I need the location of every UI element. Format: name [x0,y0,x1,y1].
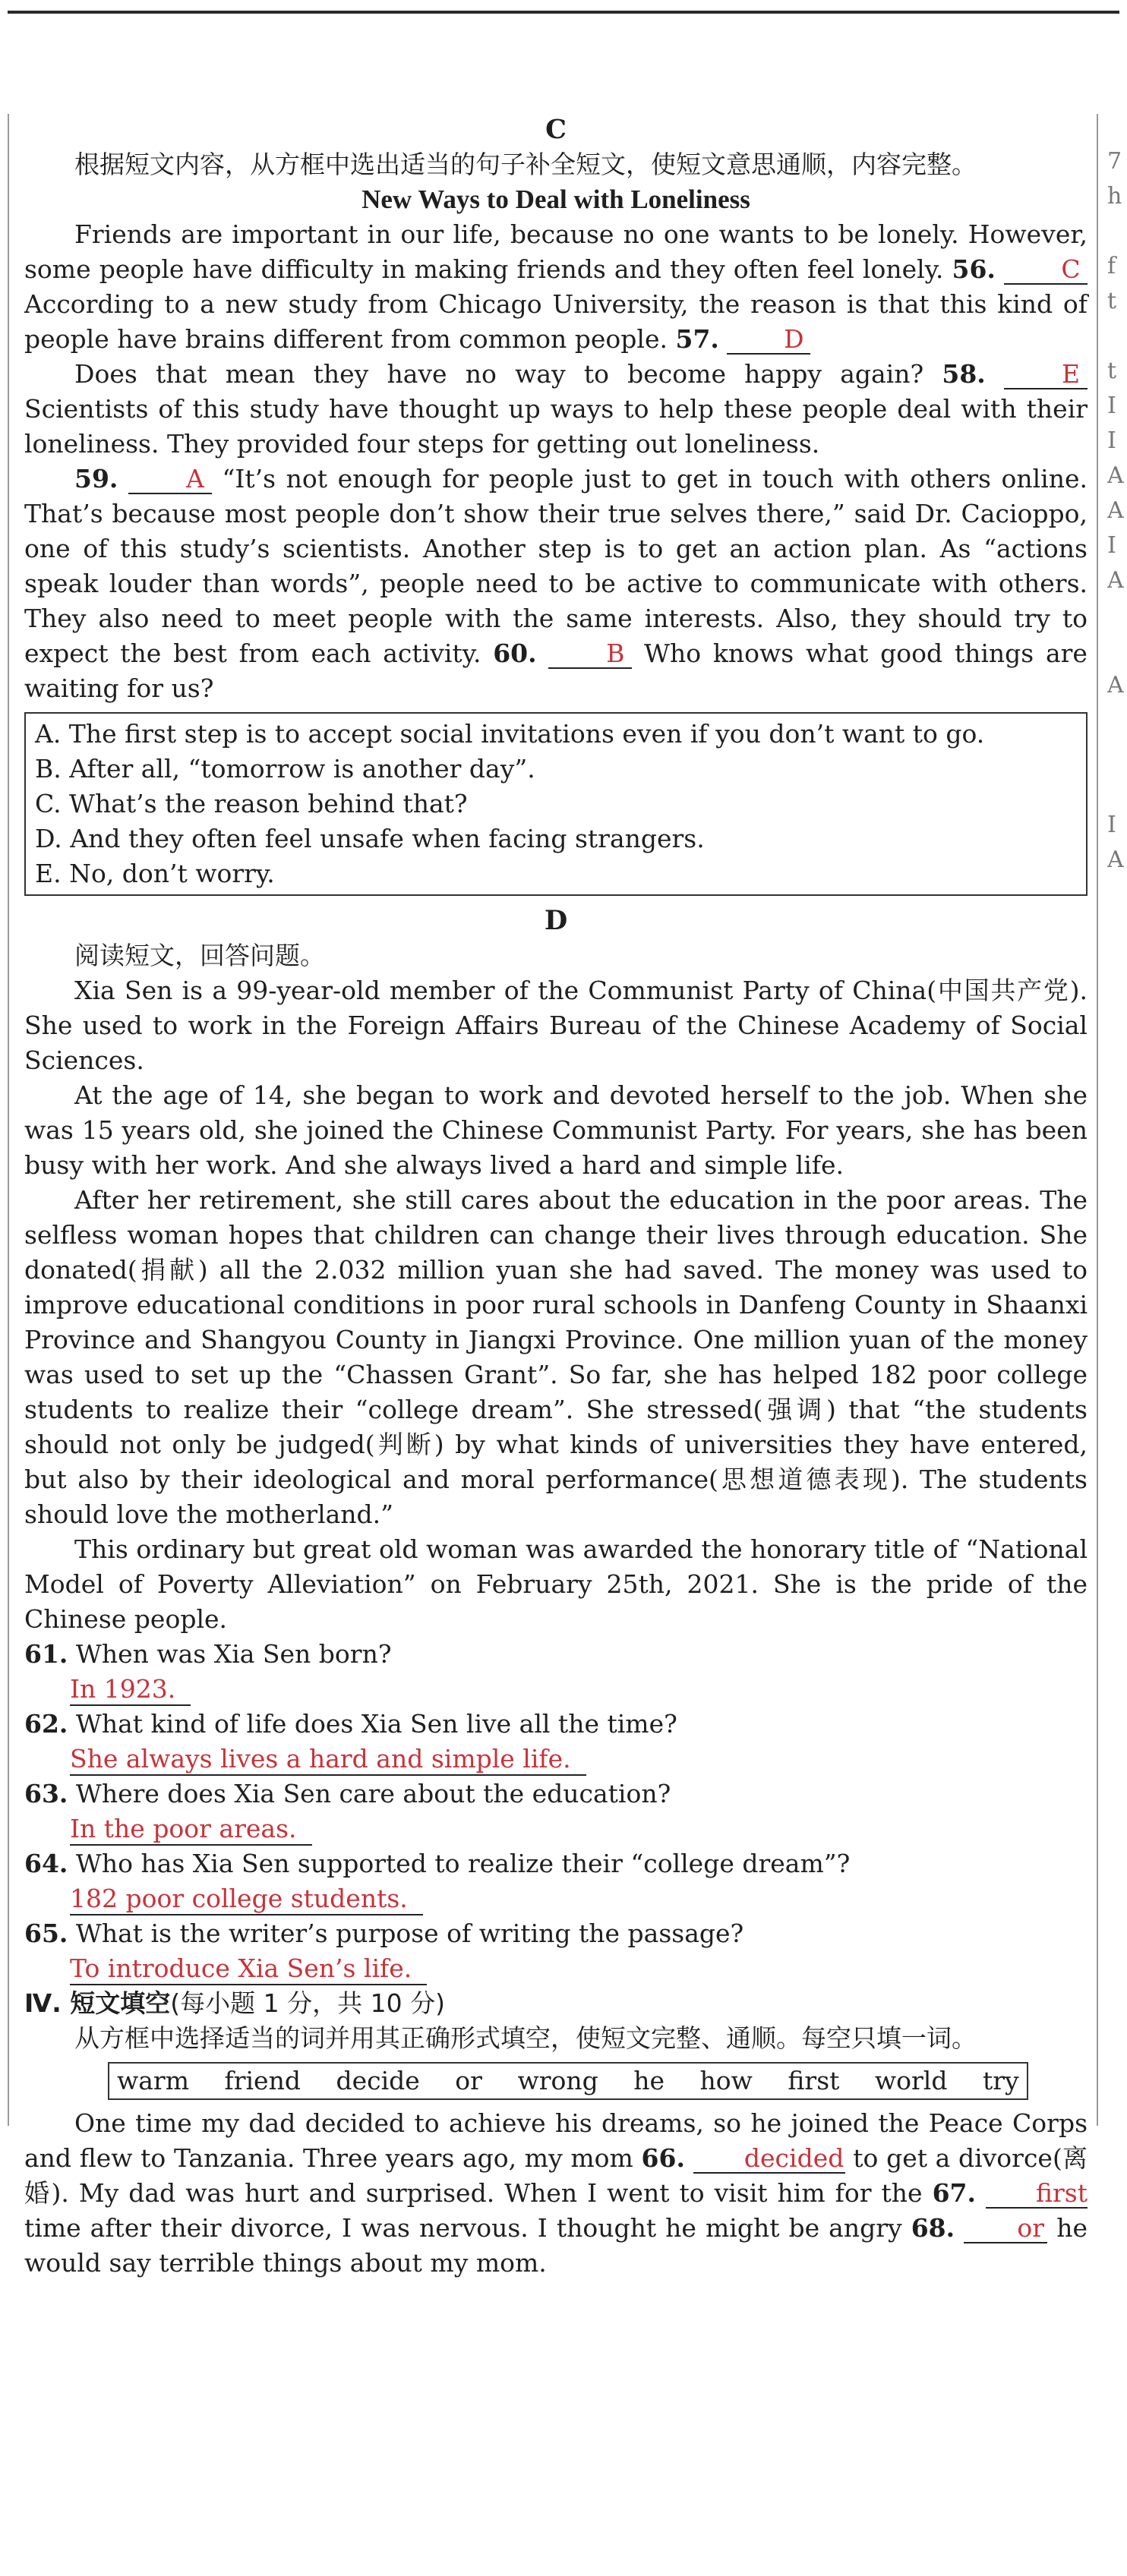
question-62: 62. What kind of life does Xia Sen live all the time? She always lives a hard and simple life. [24,1707,1088,1777]
section-c-letter: C [545,114,567,145]
passage-d-paragraph-1: Xia Sen is a 99-year-old member of the Communist Party of China(中国共产党). She used to work in the Foreign Affairs Bureau of the Chinese Academy of Social Sciences. [24,976,1088,1075]
word-bank-item: how [699,2066,753,2095]
passage-title: New Ways to Deal with Loneliness [361,184,750,214]
question-61: 61. When was Xia Sen born? In 1923. [24,1637,1088,1707]
worksheet-page [24,112,1088,2281]
option-d: D. And they often feel unsafe when facing strangers. [35,824,705,853]
top-rule [8,11,1119,14]
option-e: E. No, don’t worry. [35,859,275,888]
word-bank-item: friend [224,2066,301,2095]
passage-c-paragraph-3: 59. A “It’s not enough for people just to get in touch with others online. That’s because most people don’t show their true selves there,” said Dr. Cacioppo, one of this study’s scientists. Another step is to get an action plan. As “actions speak louder than words”, people need to be active to communicate with others. They also need to meet people with the same interests. Also, they should try to expect the best from each activity. 60. B Who knows what good things are waiting for us? [24,464,1088,703]
word-bank-item: decide [336,2066,420,2095]
answer-60: B [548,640,632,669]
answer-66: decided [693,2145,845,2174]
answer-59: A [128,465,212,494]
answer-57: D [727,326,810,355]
option-b: B. After all, “tomorrow is another day”. [35,754,535,784]
question-64: 64. Who has Xia Sen supported to realize their “college dream”? 182 poor college students. [24,1846,1088,1916]
passage-d-paragraph-4: This ordinary but great old woman was awarded the honorary title of “National Model of Poverty Alleviation” on February 25th, 2021. She is the pride of the Chinese people. [24,1534,1088,1634]
word-bank-item: try [982,2066,1019,2095]
options-box [24,712,1088,896]
answer-63: In the poor areas. [70,1814,312,1846]
option-a: A. The first step is to accept social invitations even if you don’t want to go. [35,719,985,749]
left-column-rule [8,114,9,2126]
word-bank-box [108,2062,1028,2100]
question-65: 65. What is the writer’s purpose of writing the passage? To introduce Xia Sen’s life. [24,1916,1088,1986]
answer-68: or [964,2215,1047,2243]
word-bank-item: he [633,2066,665,2095]
passage-c-paragraph-1: Friends are important in our life, because no one wants to be lonely. However, some people have difficulty in making friends and they often feel lonely. 56. C According to a new study from Chicago University, the reason is that this kind of people have brains different from common people. 57. D [24,219,1088,354]
question-63: 63. Where does Xia Sen care about the education? In the poor areas. [24,1777,1088,1846]
answer-56: C [1004,256,1088,285]
right-column-rule [1097,114,1098,2126]
section-d-letter: D [544,905,568,936]
section-d-instruction: 阅读短文，回答问题。 [74,941,325,970]
cloze-passage: One time my dad decided to achieve his dreams, so he joined the Peace Corps and flew to Tanzania. Three years ago, my mom 66. decided to get a divorce(离婚). My dad was hurt and surprised. When I went to visit him for the 67. first time after their divorce, I was nervous. I thought he might be angry 68. or he would say terrible things about my mom. [24,2108,1088,2278]
word-bank-item: world [874,2066,948,2095]
word-bank-item: warm [117,2066,189,2095]
section-iv-heading: Ⅳ. 短文填空(每小题 1 分，共 10 分) [24,1988,445,2018]
answer-65: To introduce Xia Sen’s life. [70,1953,427,1985]
passage-d-paragraph-3: After her retirement, she still cares about the education in the poor areas. The selfless woman hopes that children can change their lives through education. She donated(捐献) all the 2.032 million yuan she had saved. The money was used to improve educational conditions in poor rural schools in Danfeng County in Shaanxi Province and Shangyou County in Jiangxi Province. One million yuan of the money was used to set up the “Chassen Grant”. So far, she has helped 182 poor college students to realize their “college dream”. She stressed(强调) that “the students should not only be judged(判断) by what kinds of universities they have entered, but also by their ideological and moral performance(思想道德表现). The students should love the motherland.” [24,1185,1088,1529]
word-bank-item: first [788,2066,840,2095]
passage-c-paragraph-2: Does that mean they have no way to become happy again? 58. E Scientists of this study have thought up ways to help these people deal with their loneliness. They provided four steps for getting out loneliness. [24,359,1088,459]
word-bank-item: wrong [517,2066,598,2095]
word-bank-item: or [455,2066,482,2095]
answer-67: first [986,2180,1088,2209]
section-iv-instruction: 从方框中选择适当的词并用其正确形式填空，使短文完整、通顺。每空只填一词。 [74,2023,977,2053]
answer-61: In 1923. [70,1674,191,1706]
answer-62: She always lives a hard and simple life. [70,1744,586,1776]
answer-58: E [1004,361,1088,389]
section-c-instruction: 根据短文内容，从方框中选出适当的句子补全短文，使短文意思通顺，内容完整。 [74,150,977,179]
option-c: C. What’s the reason behind that? [35,789,468,818]
passage-d-paragraph-2: At the age of 14, she began to work and devoted herself to the job. When she was 15 years old, she joined the Chinese Communist Party. For years, she has been busy with her work. And she always lived a hard and simple life. [24,1080,1088,1180]
answer-64: 182 poor college students. [70,1884,423,1915]
next-page-edge: 7 h f t t I I A A I A A I A [1107,148,1124,873]
